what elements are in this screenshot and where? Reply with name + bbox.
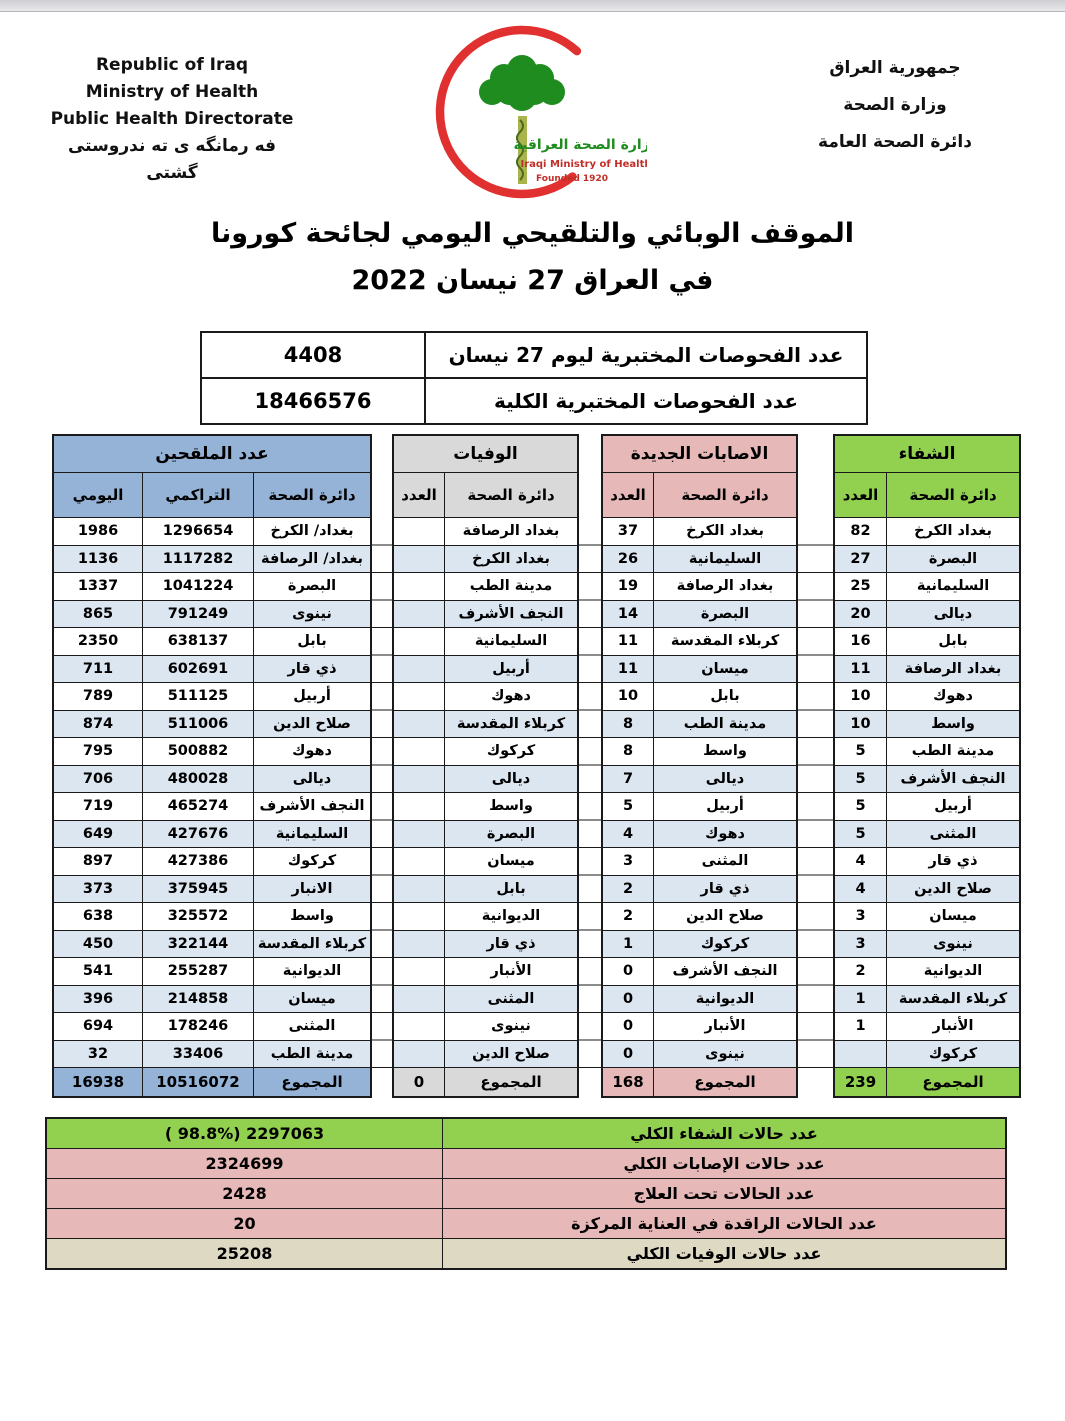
province-name-cell: بغداد الرصافة <box>654 573 796 600</box>
province-name-cell: بغداد/ الرصافة <box>254 546 370 573</box>
province-name-cell: نينوى <box>254 601 370 628</box>
column-header: التراكمي <box>143 473 253 517</box>
province-name-cell: السليمانية <box>445 628 577 655</box>
province-name-cell: النجف الأشرف <box>445 601 577 628</box>
province-name-cell: ميسان <box>254 986 370 1013</box>
logo-founded-text: Founded 1920 <box>536 174 608 184</box>
value-cell <box>394 848 444 875</box>
value-cell <box>394 518 444 545</box>
value-cell: 8 <box>603 711 653 738</box>
province-name-cell: كركوك <box>445 738 577 765</box>
province-name-cell: واسط <box>445 793 577 820</box>
value-cell <box>394 656 444 683</box>
province-name-cell: دهوك <box>887 683 1019 710</box>
tests-label-cell: عدد الفحوصات المختبرية ليوم 27 نيسان <box>426 333 866 377</box>
value-cell: 178246 <box>143 1013 253 1040</box>
value-cell: 719 <box>54 793 142 820</box>
province-name-cell: مدينة الطب <box>254 1041 370 1068</box>
value-cell: 1136 <box>54 546 142 573</box>
summary-value-cell: 2428 <box>47 1179 442 1208</box>
province-name-cell: الأنبار <box>445 958 577 985</box>
province-name-cell: ديالى <box>254 766 370 793</box>
value-cell: 0 <box>603 1013 653 1040</box>
section-new-infections <box>601 434 798 1098</box>
value-cell: 5 <box>835 738 886 765</box>
palm-tree-icon <box>479 55 565 111</box>
page-title-line1: الموقف الوبائي والتلقيحي اليومي لجائحة كورونا <box>210 218 855 249</box>
province-name-cell: واسط <box>887 711 1019 738</box>
value-cell: 795 <box>54 738 142 765</box>
province-name-cell: بغداد الكرخ <box>654 518 796 545</box>
value-cell: 8 <box>603 738 653 765</box>
value-cell: 5 <box>835 793 886 820</box>
province-name-cell: كربلاء المقدسة <box>254 931 370 958</box>
column-header: دائرة الصحة <box>445 473 577 517</box>
province-name-cell: واسط <box>654 738 796 765</box>
value-cell: 897 <box>54 848 142 875</box>
value-cell <box>394 793 444 820</box>
value-cell: 711 <box>54 656 142 683</box>
value-cell: 2 <box>603 876 653 903</box>
value-cell: 5 <box>835 821 886 848</box>
header-arabic-line: وزارة الصحة <box>843 95 947 115</box>
value-cell: 649 <box>54 821 142 848</box>
column-header: العدد <box>603 473 653 517</box>
province-name-cell: ديالى <box>654 766 796 793</box>
value-cell <box>394 711 444 738</box>
province-name-cell: الانبار <box>254 876 370 903</box>
value-cell: 11 <box>835 656 886 683</box>
province-name-cell: بابل <box>445 876 577 903</box>
section-deaths <box>392 434 579 1098</box>
tests-value-cell: 4408 <box>202 333 424 377</box>
value-cell: 0 <box>603 1041 653 1068</box>
value-cell: 1 <box>835 986 886 1013</box>
province-name-cell: النجف الأشرف <box>654 958 796 985</box>
province-name-cell: ميسان <box>887 903 1019 930</box>
province-name-cell: الديوانية <box>887 958 1019 985</box>
value-cell <box>394 546 444 573</box>
value-cell <box>394 738 444 765</box>
summary-label-cell: عدد حالات الوفيات الكلي <box>443 1239 1005 1268</box>
value-cell: 791249 <box>143 601 253 628</box>
header-arabic-line: جمهورية العراق <box>829 58 961 78</box>
column-header: دائرة الصحة <box>254 473 370 517</box>
summary-label-cell: عدد الحالات الراقدة في العناية المركزة <box>443 1209 1005 1238</box>
value-cell: 694 <box>54 1013 142 1040</box>
value-cell: 500882 <box>143 738 253 765</box>
province-name-cell: الأنبار <box>654 1013 796 1040</box>
total-label-cell: المجموع <box>445 1068 577 1096</box>
value-cell: 5 <box>603 793 653 820</box>
value-cell: 11 <box>603 628 653 655</box>
value-cell: 2 <box>603 903 653 930</box>
value-cell: 1986 <box>54 518 142 545</box>
province-name-cell: بابل <box>254 628 370 655</box>
value-cell: 10 <box>835 683 886 710</box>
province-name-cell: البصرة <box>445 821 577 848</box>
column-header: اليومي <box>54 473 142 517</box>
header-left-block <box>42 52 302 187</box>
value-cell <box>394 931 444 958</box>
province-name-cell: ديالى <box>445 766 577 793</box>
window-top-bar <box>0 0 1065 12</box>
value-cell <box>394 876 444 903</box>
value-cell: 26 <box>603 546 653 573</box>
table-gap-column <box>579 436 601 1096</box>
province-name-cell: بغداد الكرخ <box>445 546 577 573</box>
province-name-cell: مدينة الطب <box>887 738 1019 765</box>
province-name-cell: ذي قار <box>654 876 796 903</box>
value-cell: 602691 <box>143 656 253 683</box>
province-name-cell: دهوك <box>254 738 370 765</box>
value-cell: 874 <box>54 711 142 738</box>
value-cell: 33406 <box>143 1041 253 1068</box>
summary-label-cell: عدد حالات الشفاء الكلي <box>443 1119 1005 1148</box>
province-name-cell: بابل <box>887 628 1019 655</box>
section-title-new-infections: الاصابات الجديدة <box>603 436 796 472</box>
province-name-cell: نينوى <box>887 931 1019 958</box>
page-title <box>0 210 1065 304</box>
value-cell: 1 <box>603 931 653 958</box>
province-name-cell: المثنى <box>445 986 577 1013</box>
province-name-cell: صلاح الدين <box>254 711 370 738</box>
value-cell: 20 <box>835 601 886 628</box>
value-cell: 396 <box>54 986 142 1013</box>
value-cell: 2350 <box>54 628 142 655</box>
section-title-vaccinated: عدد الملقحين <box>54 436 370 472</box>
province-name-cell: كربلاء المقدسة <box>887 986 1019 1013</box>
value-cell: 10 <box>603 683 653 710</box>
tests-value-cell: 18466576 <box>202 379 424 423</box>
value-cell <box>394 1013 444 1040</box>
value-cell: 214858 <box>143 986 253 1013</box>
summary-label-cell: عدد حالات الإصابات الكلي <box>443 1149 1005 1178</box>
province-name-cell: بغداد الرصافة <box>445 518 577 545</box>
province-name-cell: الأنبار <box>887 1013 1019 1040</box>
value-cell: 7 <box>603 766 653 793</box>
header-english-line: Republic of Iraq <box>95 55 249 75</box>
province-name-cell: صلاح الدين <box>887 876 1019 903</box>
province-name-cell: مدينة الطب <box>654 711 796 738</box>
table-gap-column <box>798 436 833 1096</box>
value-cell: 1296654 <box>143 518 253 545</box>
province-name-cell: ميسان <box>654 656 796 683</box>
province-name-cell: بغداد/ الكرخ <box>254 518 370 545</box>
province-name-cell: البصرة <box>254 573 370 600</box>
tests-label-cell: عدد الفحوصات المختبرية الكلية <box>426 379 866 423</box>
column-header: العدد <box>394 473 444 517</box>
header-kurdish-line: فه رمانگه ى ته ندروستى گشتى <box>67 136 277 183</box>
logo-english-name: Iraqi Ministry of Health <box>520 159 647 170</box>
province-name-cell: بغداد الكرخ <box>887 518 1019 545</box>
value-cell: 4 <box>835 848 886 875</box>
province-name-cell: كربلاء المقدسة <box>654 628 796 655</box>
province-name-cell: واسط <box>254 903 370 930</box>
province-name-cell: النجف الأشرف <box>254 793 370 820</box>
province-name-cell: المثنى <box>887 821 1019 848</box>
value-cell: 541 <box>54 958 142 985</box>
province-name-cell: ذي قار <box>254 656 370 683</box>
province-name-cell: السليمانية <box>654 546 796 573</box>
value-cell: 1041224 <box>143 573 253 600</box>
total-value-cell: 16938 <box>54 1068 142 1096</box>
ministry-logo <box>422 20 647 208</box>
value-cell: 638 <box>54 903 142 930</box>
total-label-cell: المجموع <box>887 1068 1019 1096</box>
value-cell <box>394 986 444 1013</box>
value-cell: 789 <box>54 683 142 710</box>
column-header: العدد <box>835 473 886 517</box>
province-name-cell: دهوك <box>445 683 577 710</box>
value-cell: 480028 <box>143 766 253 793</box>
value-cell: 375945 <box>143 876 253 903</box>
value-cell: 706 <box>54 766 142 793</box>
province-name-cell: المثنى <box>654 848 796 875</box>
province-name-cell: الديوانية <box>254 958 370 985</box>
value-cell <box>394 821 444 848</box>
value-cell: 255287 <box>143 958 253 985</box>
total-label-cell: المجموع <box>254 1068 370 1096</box>
value-cell: 0 <box>603 986 653 1013</box>
province-name-cell: مدينة الطب <box>445 573 577 600</box>
value-cell: 373 <box>54 876 142 903</box>
value-cell: 3 <box>603 848 653 875</box>
summary-value-cell: 20 <box>47 1209 442 1238</box>
value-cell: 1 <box>835 1013 886 1040</box>
province-name-cell: نينوى <box>445 1013 577 1040</box>
province-name-cell: دهوك <box>654 821 796 848</box>
total-value-cell: 10516072 <box>143 1068 253 1096</box>
province-name-cell: أربيل <box>654 793 796 820</box>
province-name-cell: كربلاء المقدسة <box>445 711 577 738</box>
total-value-cell: 0 <box>394 1068 444 1096</box>
value-cell <box>394 683 444 710</box>
value-cell: 14 <box>603 601 653 628</box>
total-value-cell: 239 <box>835 1068 886 1096</box>
logo-arabic-name: وزارة الصحة العراقية <box>513 137 647 153</box>
value-cell: 2 <box>835 958 886 985</box>
province-name-cell: بابل <box>654 683 796 710</box>
province-name-cell: صلاح الدين <box>445 1041 577 1068</box>
value-cell: 3 <box>835 903 886 930</box>
value-cell: 511125 <box>143 683 253 710</box>
province-name-cell: الديوانية <box>654 986 796 1013</box>
province-name-cell: السليمانية <box>887 573 1019 600</box>
province-name-cell: أربيل <box>887 793 1019 820</box>
value-cell: 1117282 <box>143 546 253 573</box>
province-name-cell: ذي قار <box>445 931 577 958</box>
value-cell: 511006 <box>143 711 253 738</box>
value-cell: 465274 <box>143 793 253 820</box>
value-cell: 82 <box>835 518 886 545</box>
total-value-cell: 168 <box>603 1068 653 1096</box>
value-cell: 450 <box>54 931 142 958</box>
province-name-cell: البصرة <box>887 546 1019 573</box>
value-cell: 10 <box>835 711 886 738</box>
province-name-cell: كركوك <box>654 931 796 958</box>
ministry-logo-icon <box>422 20 647 208</box>
header-arabic-line: دائرة الصحة العامة <box>818 132 972 152</box>
value-cell: 5 <box>835 766 886 793</box>
value-cell: 19 <box>603 573 653 600</box>
province-name-cell: البصرة <box>654 601 796 628</box>
summary-value-cell: ( 98.8%) 2297063 <box>47 1119 442 1148</box>
value-cell <box>394 766 444 793</box>
summary-value-cell: 2324699 <box>47 1149 442 1178</box>
page-title-line2: في العراق 27 نيسان 2022 <box>351 265 714 296</box>
province-name-cell: كركوك <box>887 1041 1019 1068</box>
value-cell: 11 <box>603 656 653 683</box>
value-cell: 865 <box>54 601 142 628</box>
value-cell: 3 <box>835 931 886 958</box>
province-name-cell: نينوى <box>654 1041 796 1068</box>
column-header: دائرة الصحة <box>654 473 796 517</box>
province-name-cell: صلاح الدين <box>654 903 796 930</box>
province-name-cell: كركوك <box>254 848 370 875</box>
summary-value-cell: 25208 <box>47 1239 442 1268</box>
value-cell <box>394 1041 444 1068</box>
tests-table <box>200 331 868 425</box>
value-cell: 0 <box>603 958 653 985</box>
province-name-cell: أربيل <box>445 656 577 683</box>
value-cell: 32 <box>54 1041 142 1068</box>
value-cell: 16 <box>835 628 886 655</box>
table-gap-column <box>372 436 392 1096</box>
value-cell: 4 <box>835 876 886 903</box>
value-cell: 427676 <box>143 821 253 848</box>
section-title-deaths: الوفيات <box>394 436 577 472</box>
main-table <box>52 434 1021 1098</box>
province-name-cell: المثنى <box>254 1013 370 1040</box>
province-name-cell: ميسان <box>445 848 577 875</box>
province-name-cell: ذي قار <box>887 848 1019 875</box>
section-vaccinated <box>52 434 372 1098</box>
province-name-cell: النجف الأشرف <box>887 766 1019 793</box>
value-cell: 4 <box>603 821 653 848</box>
province-name-cell: الديوانية <box>445 903 577 930</box>
value-cell: 322144 <box>143 931 253 958</box>
section-recovery <box>833 434 1021 1098</box>
province-name-cell: بغداد الرصافة <box>887 656 1019 683</box>
value-cell <box>394 601 444 628</box>
value-cell: 27 <box>835 546 886 573</box>
summary-label-cell: عدد الحالات تحت العلاج <box>443 1179 1005 1208</box>
header-right-block <box>770 58 1020 169</box>
value-cell <box>394 958 444 985</box>
summary-table <box>45 1117 1007 1270</box>
value-cell: 1337 <box>54 573 142 600</box>
value-cell <box>394 628 444 655</box>
value-cell <box>394 573 444 600</box>
value-cell: 37 <box>603 518 653 545</box>
section-title-recovery: الشفاء <box>835 436 1019 472</box>
value-cell: 427386 <box>143 848 253 875</box>
value-cell: 638137 <box>143 628 253 655</box>
province-name-cell: أربيل <box>254 683 370 710</box>
value-cell: 325572 <box>143 903 253 930</box>
value-cell <box>394 903 444 930</box>
province-name-cell: السليمانية <box>254 821 370 848</box>
column-header: دائرة الصحة <box>887 473 1019 517</box>
value-cell: 25 <box>835 573 886 600</box>
province-name-cell: ديالى <box>887 601 1019 628</box>
header-english-line: Ministry of Health <box>85 82 259 102</box>
total-label-cell: المجموع <box>654 1068 796 1096</box>
value-cell <box>835 1041 886 1068</box>
header-english-line: Public Health Directorate <box>50 109 294 129</box>
